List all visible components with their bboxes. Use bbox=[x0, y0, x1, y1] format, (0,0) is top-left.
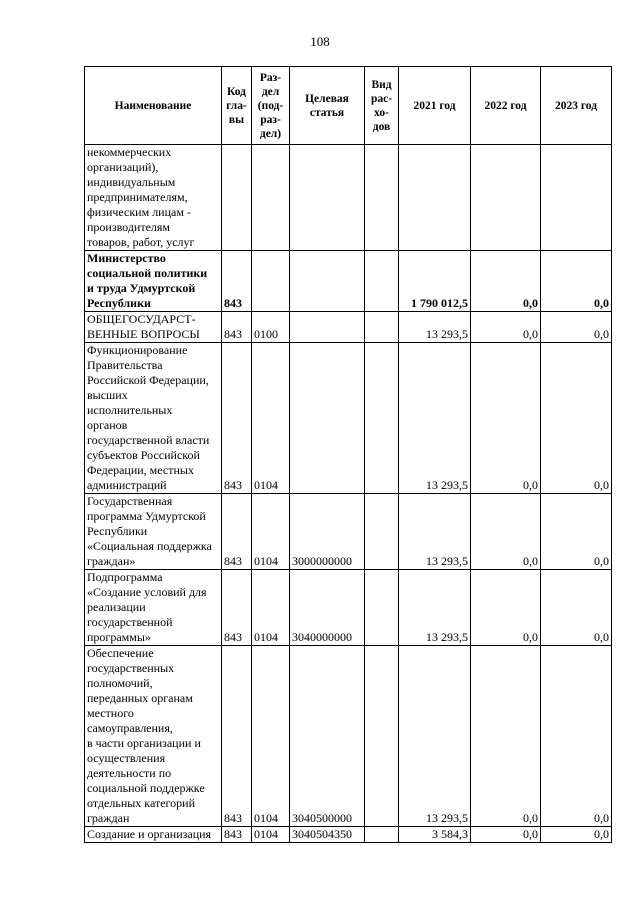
cell-section: 0100 bbox=[252, 312, 290, 343]
cell-2022: 0,0 bbox=[471, 646, 541, 827]
cell-2021: 13 293,5 bbox=[399, 646, 471, 827]
cell-2021: 1 790 012,5 bbox=[399, 251, 471, 312]
table-row bbox=[85, 343, 612, 494]
cell-target-article bbox=[290, 343, 365, 494]
cell-2023: 0,0 bbox=[541, 312, 612, 343]
header-row bbox=[85, 67, 612, 145]
cell-chapter-code: 843 bbox=[222, 251, 252, 312]
cell-target-article: 3040000000 bbox=[290, 570, 365, 646]
cell-section bbox=[252, 145, 290, 251]
table-row bbox=[85, 312, 612, 343]
header-section: Раз- дел (под- раз- дел) bbox=[252, 67, 290, 145]
cell-2023 bbox=[541, 145, 612, 251]
cell-chapter-code: 843 bbox=[222, 646, 252, 827]
cell-chapter-code: 843 bbox=[222, 343, 252, 494]
cell-2022: 0,0 bbox=[471, 570, 541, 646]
cell-section bbox=[252, 251, 290, 312]
cell-name: некоммерческих организаций), индивидуальным предпринимателям, физическим лицам - производителям товаров, работ, услуг bbox=[85, 145, 222, 251]
cell-target-article: 3040500000 bbox=[290, 646, 365, 827]
cell-expense-type bbox=[365, 570, 399, 646]
cell-2022: 0,0 bbox=[471, 312, 541, 343]
cell-expense-type bbox=[365, 827, 399, 843]
cell-2022: 0,0 bbox=[471, 494, 541, 570]
cell-name: Функционирование Правительства Российской Федерации, высших исполнительных органов государственной власти субъектов Российской Федерации, местных администраций bbox=[85, 343, 222, 494]
budget-table bbox=[84, 66, 612, 843]
table-row bbox=[85, 494, 612, 570]
header-chapter-code: Код гла- вы bbox=[222, 67, 252, 145]
cell-section: 0104 bbox=[252, 570, 290, 646]
cell-2021: 13 293,5 bbox=[399, 312, 471, 343]
table-row bbox=[85, 646, 612, 827]
cell-chapter-code: 843 bbox=[222, 570, 252, 646]
cell-2023: 0,0 bbox=[541, 827, 612, 843]
cell-2022: 0,0 bbox=[471, 251, 541, 312]
page-number: 108 bbox=[310, 34, 330, 49]
header-2021: 2021 год bbox=[399, 67, 471, 145]
cell-expense-type bbox=[365, 343, 399, 494]
cell-target-article: 3000000000 bbox=[290, 494, 365, 570]
cell-expense-type bbox=[365, 494, 399, 570]
cell-expense-type bbox=[365, 145, 399, 251]
table-body bbox=[85, 145, 612, 843]
cell-section: 0104 bbox=[252, 343, 290, 494]
cell-2023: 0,0 bbox=[541, 494, 612, 570]
cell-2023: 0,0 bbox=[541, 646, 612, 827]
cell-2023: 0,0 bbox=[541, 570, 612, 646]
cell-2021 bbox=[399, 145, 471, 251]
cell-expense-type bbox=[365, 312, 399, 343]
header-target-article: Целевая статья bbox=[290, 67, 365, 145]
cell-2023: 0,0 bbox=[541, 251, 612, 312]
cell-name: Министерство социальной политики и труда Удмуртской Республики bbox=[85, 251, 222, 312]
cell-2021: 13 293,5 bbox=[399, 494, 471, 570]
cell-name: Подпрограмма «Создание условий для реализации государственной программы» bbox=[85, 570, 222, 646]
cell-2022: 0,0 bbox=[471, 343, 541, 494]
cell-target-article: 3040504350 bbox=[290, 827, 365, 843]
cell-name: Государственная программа Удмуртской Республики «Социальная поддержка граждан» bbox=[85, 494, 222, 570]
cell-expense-type bbox=[365, 251, 399, 312]
cell-target-article bbox=[290, 312, 365, 343]
header-2022: 2022 год bbox=[471, 67, 541, 145]
cell-2021: 13 293,5 bbox=[399, 570, 471, 646]
cell-target-article bbox=[290, 145, 365, 251]
cell-chapter-code: 843 bbox=[222, 494, 252, 570]
header-expense-type: Вид рас- хо- дов bbox=[365, 67, 399, 145]
table-row bbox=[85, 251, 612, 312]
table-row bbox=[85, 145, 612, 251]
cell-2021: 13 293,5 bbox=[399, 343, 471, 494]
header-name: Наименование bbox=[85, 67, 222, 145]
cell-chapter-code bbox=[222, 145, 252, 251]
cell-target-article bbox=[290, 251, 365, 312]
cell-section: 0104 bbox=[252, 646, 290, 827]
table-row bbox=[85, 570, 612, 646]
cell-section: 0104 bbox=[252, 827, 290, 843]
cell-chapter-code: 843 bbox=[222, 827, 252, 843]
cell-name: Создание и организация bbox=[85, 827, 222, 843]
cell-name: ОБЩЕГОСУДАРСТ- ВЕННЫЕ ВОПРОСЫ bbox=[85, 312, 222, 343]
header-2023: 2023 год bbox=[541, 67, 612, 145]
cell-2022: 0,0 bbox=[471, 827, 541, 843]
cell-name: Обеспечение государственных полномочий, переданных органам местного самоуправления, в части организации и осуществления деятельности по социальной поддержке отдельных категорий граждан bbox=[85, 646, 222, 827]
cell-expense-type bbox=[365, 646, 399, 827]
cell-chapter-code: 843 bbox=[222, 312, 252, 343]
cell-2021: 3 584,3 bbox=[399, 827, 471, 843]
table-row bbox=[85, 827, 612, 843]
cell-2023: 0,0 bbox=[541, 343, 612, 494]
cell-2022 bbox=[471, 145, 541, 251]
cell-section: 0104 bbox=[252, 494, 290, 570]
